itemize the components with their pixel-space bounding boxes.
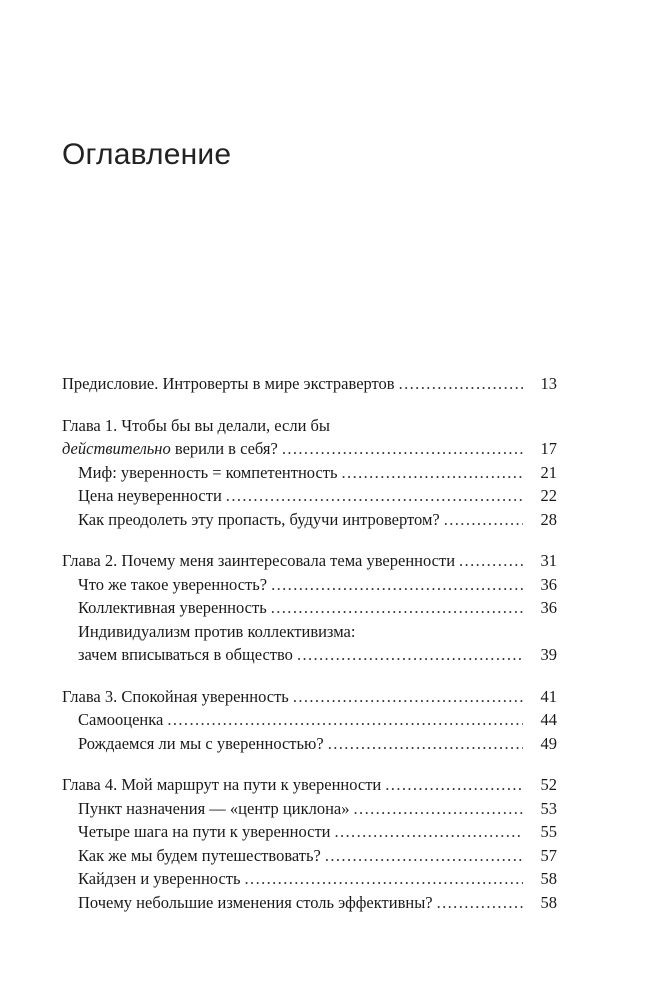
page-number: 36 [540,598,557,617]
dot-leader [385,773,523,797]
toc-entry-title: Как преодолеть эту пропасть, будучи интровертом? [78,509,440,529]
page-title: Оглавление [62,138,232,171]
toc-entry-title-rest: верили в себя? [170,439,278,458]
dot-leader [444,508,523,532]
toc-chapter-1-line1[interactable] [62,414,557,438]
dot-leader [293,685,523,709]
page-number: 17 [540,439,557,458]
page-number: 52 [540,775,557,794]
toc-section[interactable] [62,484,557,508]
dot-leader [271,573,523,597]
page-number: 53 [540,798,557,818]
dot-leader [334,820,523,844]
toc-chapter-4[interactable] [62,773,557,797]
dot-leader [325,844,523,868]
toc-chapter-1-line2[interactable] [62,437,557,461]
toc-entry-title: Почему небольшие изменения столь эффективны? [78,892,433,912]
toc-entry-title: Глава 1. Чтобы бы вы делали, если бы [62,415,331,435]
toc-entry-title: Глава 2. Почему меня заинтересовала тема уверенности [62,551,456,570]
dot-leader [437,891,523,915]
toc-entry-title: Коллективная уверенность [78,598,267,617]
toc-entry-title: Кайдзен и уверенность [78,869,241,888]
dot-leader [271,596,523,620]
toc-section[interactable] [62,708,557,732]
toc-entry-title: Рождаемся ли мы с уверенностью? [78,733,324,753]
toc-section[interactable] [62,844,557,868]
toc-section-line2[interactable] [62,643,557,667]
toc-entry-title: Индивидуализм против коллективизма: [78,621,356,641]
toc-section[interactable] [62,891,557,915]
dot-leader [459,549,523,573]
toc-entry-title: Глава 4. Мой маршрут на пути к уверенности [62,775,382,794]
toc-section[interactable] [62,461,557,485]
page-number: 13 [540,374,557,393]
dot-leader [226,484,523,508]
page-number: 49 [540,733,557,753]
page-number: 22 [540,486,557,505]
page-number: 36 [540,574,557,594]
page-number: 44 [540,710,557,729]
dot-leader [167,708,523,732]
table-of-contents [62,372,557,914]
dot-leader [328,732,523,756]
toc-entry-title: Пункт назначения — «центр циклона» [78,798,350,818]
toc-chapter-3[interactable] [62,685,557,709]
toc-entry-title: Как же мы будем путешествовать? [78,845,321,865]
page-number: 58 [540,869,557,888]
toc-entry-title: зачем вписываться в общество [78,645,293,664]
page-number: 31 [540,551,557,570]
page-number: 39 [540,645,557,664]
toc-section[interactable] [62,596,557,620]
toc-section-line1[interactable] [62,620,557,644]
emphasis-text: действительно [62,439,171,458]
page-number: 28 [540,509,557,529]
toc-entry-title [62,437,278,461]
toc-entry-preface[interactable] [62,372,557,396]
page-number: 21 [540,462,557,482]
page-number: 57 [540,845,557,865]
toc-entry-title: Глава 3. Спокойная уверенность [62,686,289,706]
toc-section[interactable] [62,732,557,756]
dot-leader [342,461,523,485]
toc-entry-title: Цена неуверенности [78,486,222,505]
toc-section[interactable] [62,797,557,821]
page-number: 55 [540,822,557,841]
dot-leader [245,867,523,891]
toc-chapter-2[interactable] [62,549,557,573]
dot-leader [399,372,523,396]
toc-entry-title: Четыре шага на пути к уверенности [78,822,331,841]
page-number: 58 [540,892,557,912]
toc-section[interactable] [62,820,557,844]
toc-entry-title: Самооценка [78,710,164,729]
toc-entry-title: Предисловие. Интроверты в мире экстравертов [62,374,395,393]
dot-leader [282,437,523,461]
toc-entry-title: Миф: уверенность = компетентность [78,462,338,482]
toc-section[interactable] [62,573,557,597]
toc-entry-title: Что же такое уверенность? [78,574,268,594]
toc-section[interactable] [62,867,557,891]
page-number: 41 [540,686,557,706]
toc-section[interactable] [62,508,557,532]
dot-leader [297,643,523,667]
dot-leader [354,797,523,821]
